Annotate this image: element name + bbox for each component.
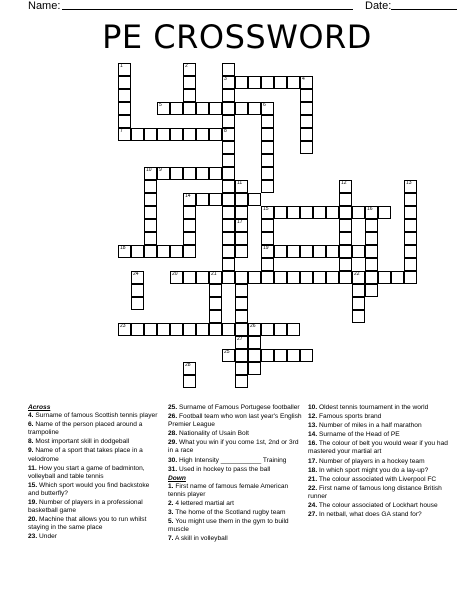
- cell-number: 25: [224, 349, 230, 355]
- crossword-cell[interactable]: [235, 271, 248, 284]
- crossword-cell[interactable]: [339, 219, 352, 232]
- crossword-cell[interactable]: [352, 310, 365, 323]
- crossword-cell[interactable]: [261, 349, 274, 362]
- clue-item: 12. Famous sports brand: [308, 413, 382, 421]
- across-heading: Across: [28, 404, 51, 411]
- crossword-cell[interactable]: [222, 245, 235, 258]
- crossword-cell[interactable]: [222, 193, 235, 206]
- crossword-cell[interactable]: [118, 128, 131, 141]
- crossword-cell[interactable]: [287, 323, 300, 336]
- crossword-cell[interactable]: [352, 297, 365, 310]
- crossword-cell[interactable]: [326, 271, 339, 284]
- crossword-cell[interactable]: [365, 206, 378, 219]
- crossword-cell[interactable]: [235, 180, 248, 193]
- crossword-cell[interactable]: [196, 193, 209, 206]
- crossword-cell[interactable]: [339, 245, 352, 258]
- crossword-cell[interactable]: [300, 76, 313, 89]
- crossword-cell[interactable]: [300, 349, 313, 362]
- crossword-cell[interactable]: [144, 193, 157, 206]
- cell-number: 24: [133, 271, 139, 277]
- clue-item: 4. Surname of famous Scottish tennis player: [28, 412, 158, 420]
- crossword-cell[interactable]: [404, 258, 417, 271]
- crossword-cell[interactable]: [170, 271, 183, 284]
- crossword-cell[interactable]: [144, 232, 157, 245]
- crossword-cell[interactable]: [222, 206, 235, 219]
- clue-item: 5. You might use them in the gym to build muscle: [168, 518, 289, 534]
- crossword-cell[interactable]: [222, 323, 235, 336]
- crossword-cell[interactable]: [131, 271, 144, 284]
- crossword-cell[interactable]: [352, 245, 365, 258]
- clue-item: 26. Football team who won last year's English Premier League: [168, 413, 302, 429]
- crossword-cell[interactable]: [118, 89, 131, 102]
- crossword-cell[interactable]: [209, 167, 222, 180]
- crossword-cell[interactable]: [222, 219, 235, 232]
- crossword-cell[interactable]: [222, 154, 235, 167]
- clue-item: 2. 4 lettered martial art: [168, 500, 234, 508]
- crossword-cell[interactable]: [118, 323, 131, 336]
- clue-item: 9. Name of a sport that takes place in a velodrome: [28, 447, 143, 463]
- crossword-cell[interactable]: [144, 167, 157, 180]
- crossword-cell[interactable]: [261, 76, 274, 89]
- cell-number: 9: [159, 167, 162, 173]
- crossword-cell[interactable]: [365, 258, 378, 271]
- crossword-cell[interactable]: [339, 258, 352, 271]
- clue-item: 13. Number of miles in a half marathon: [308, 422, 422, 430]
- crossword-cell[interactable]: [274, 349, 287, 362]
- cell-number: 15: [263, 206, 269, 212]
- crossword-cell[interactable]: [157, 128, 170, 141]
- crossword-cell[interactable]: [183, 76, 196, 89]
- clue-item: 25. Surname of Famous Portugese footballer: [168, 404, 300, 411]
- crossword-cell[interactable]: [170, 323, 183, 336]
- crossword-cell[interactable]: [261, 141, 274, 154]
- cell-number: 11: [237, 180, 243, 186]
- crossword-cell[interactable]: [222, 63, 235, 76]
- crossword-cell[interactable]: [183, 193, 196, 206]
- clue-item: 6. Name of the person placed around a trampoline: [28, 421, 143, 437]
- cell-number: 2: [185, 63, 188, 69]
- clue-item: 31. Used in hockey to pass the ball: [168, 465, 271, 473]
- clue-item: 14. Surname of the Head of PE: [308, 431, 400, 439]
- cell-number: 21: [211, 271, 217, 277]
- crossword-cell[interactable]: [248, 76, 261, 89]
- cell-number: 8: [224, 128, 227, 134]
- crossword-cell[interactable]: [183, 102, 196, 115]
- crossword-cell[interactable]: [404, 206, 417, 219]
- cell-number: 6: [263, 102, 266, 108]
- crossword-cell[interactable]: [183, 323, 196, 336]
- crossword-cell[interactable]: [209, 284, 222, 297]
- crossword-cell[interactable]: [196, 271, 209, 284]
- crossword-cell[interactable]: [131, 128, 144, 141]
- crossword-cell[interactable]: [313, 206, 326, 219]
- crossword-cell[interactable]: [144, 323, 157, 336]
- crossword-cell[interactable]: [365, 271, 378, 284]
- crossword-cell[interactable]: [157, 167, 170, 180]
- crossword-cell[interactable]: [365, 219, 378, 232]
- crossword-cell[interactable]: [183, 219, 196, 232]
- cell-number: 14: [185, 193, 191, 199]
- crossword-cell[interactable]: [222, 271, 235, 284]
- cell-number: 17: [237, 219, 243, 225]
- crossword-cell[interactable]: [118, 245, 131, 258]
- clue-item: 16. The colour of belt you would wear if you had mastered your martial art: [308, 440, 448, 456]
- crossword-cell[interactable]: [365, 284, 378, 297]
- crossword-cell[interactable]: [274, 271, 287, 284]
- cell-number: 27: [237, 336, 243, 342]
- crossword-cell[interactable]: [287, 76, 300, 89]
- crossword-cell[interactable]: [235, 193, 248, 206]
- cell-number: 7: [120, 128, 123, 134]
- crossword-cell[interactable]: [144, 206, 157, 219]
- clue-item: 17. Number of players in a hockey team: [308, 457, 425, 465]
- cell-number: 22: [354, 271, 360, 277]
- crossword-cell[interactable]: [170, 245, 183, 258]
- crossword-cell[interactable]: [235, 336, 248, 349]
- crossword-cell[interactable]: [339, 206, 352, 219]
- crossword-cell[interactable]: [118, 115, 131, 128]
- crossword-cell[interactable]: [209, 297, 222, 310]
- crossword-cell[interactable]: [300, 115, 313, 128]
- crossword-cell[interactable]: [248, 362, 261, 375]
- date-label: Date:: [365, 0, 392, 12]
- crossword-cell[interactable]: [300, 271, 313, 284]
- crossword-cell[interactable]: [248, 336, 261, 349]
- crossword-cell[interactable]: [378, 206, 391, 219]
- crossword-cell[interactable]: [183, 128, 196, 141]
- crossword-cell[interactable]: [261, 115, 274, 128]
- crossword-cell[interactable]: [287, 206, 300, 219]
- clue-item: 10. Oldest tennis tournament in the world: [308, 404, 429, 411]
- crossword-cell[interactable]: [209, 310, 222, 323]
- crossword-cell[interactable]: [209, 271, 222, 284]
- cell-number: 20: [172, 271, 178, 277]
- crossword-cell[interactable]: [378, 271, 391, 284]
- crossword-cell[interactable]: [404, 232, 417, 245]
- cell-number: 26: [250, 323, 256, 329]
- crossword-cell[interactable]: [222, 141, 235, 154]
- crossword-cell[interactable]: [365, 245, 378, 258]
- cell-number: 1: [120, 63, 123, 69]
- crossword-cell[interactable]: [222, 128, 235, 141]
- crossword-cell[interactable]: [261, 102, 274, 115]
- clue-item: 22. First name of famous long distance British runner: [308, 484, 442, 500]
- crossword-cell[interactable]: [209, 323, 222, 336]
- crossword-cell[interactable]: [235, 102, 248, 115]
- crossword-cell[interactable]: [261, 245, 274, 258]
- clue-item: 19. Number of players in a professional basketball game: [28, 499, 143, 515]
- crossword-cell[interactable]: [248, 349, 261, 362]
- crossword-cell[interactable]: [183, 232, 196, 245]
- crossword-cell[interactable]: [222, 76, 235, 89]
- crossword-cell[interactable]: [183, 63, 196, 76]
- across-list-part1: [28, 412, 162, 541]
- crossword-cell[interactable]: [209, 193, 222, 206]
- crossword-cell[interactable]: [248, 323, 261, 336]
- cell-number: 10: [146, 167, 152, 173]
- clues-column-1: [28, 404, 162, 543]
- crossword-cell[interactable]: [183, 362, 196, 375]
- crossword-cell[interactable]: [300, 206, 313, 219]
- crossword-cell[interactable]: [222, 115, 235, 128]
- crossword-cell[interactable]: [300, 128, 313, 141]
- crossword-cell[interactable]: [235, 206, 248, 219]
- clue-item: 29. What you win if you come 1st, 2nd or 3rd in a race: [168, 439, 299, 455]
- crossword-cell[interactable]: [209, 128, 222, 141]
- crossword-cell[interactable]: [235, 310, 248, 323]
- crossword-cell[interactable]: [183, 375, 196, 388]
- crossword-cell[interactable]: [261, 271, 274, 284]
- crossword-cell[interactable]: [222, 102, 235, 115]
- clue-item: 1. First name of famous female American tennis player: [168, 482, 289, 498]
- crossword-cell[interactable]: [300, 89, 313, 102]
- cell-number: 3: [224, 76, 227, 82]
- crossword-cell[interactable]: [391, 271, 404, 284]
- crossword-cell[interactable]: [183, 89, 196, 102]
- crossword-cell[interactable]: [157, 102, 170, 115]
- cell-number: 5: [159, 102, 162, 108]
- crossword-cell[interactable]: [261, 323, 274, 336]
- crossword-cell[interactable]: [326, 245, 339, 258]
- clue-item: 7. A skill in volleyball: [168, 535, 228, 543]
- clue-item: 21. The colour associated with Liverpool FC: [308, 475, 437, 483]
- crossword-cell[interactable]: [235, 232, 248, 245]
- crossword-cell[interactable]: [261, 128, 274, 141]
- crossword-cell[interactable]: [339, 180, 352, 193]
- cell-number: 13: [406, 180, 412, 186]
- crossword-cell[interactable]: [222, 349, 235, 362]
- crossword-cell[interactable]: [196, 167, 209, 180]
- crossword-cell[interactable]: [170, 128, 183, 141]
- crossword-cell[interactable]: [261, 180, 274, 193]
- crossword-cell[interactable]: [170, 102, 183, 115]
- crossword-cell[interactable]: [313, 245, 326, 258]
- crossword-cell[interactable]: [183, 245, 196, 258]
- crossword-cell[interactable]: [339, 271, 352, 284]
- clue-item: 8. Most important skill in dodgeball: [28, 438, 130, 446]
- crossword-cell[interactable]: [300, 141, 313, 154]
- clue-item: 30. High Intensity ___________ Training: [168, 456, 287, 464]
- crossword-cell[interactable]: [352, 271, 365, 284]
- clue-item: 15. Which sport would you find backstoke and butterfly?: [28, 481, 150, 497]
- crossword-cell[interactable]: [300, 102, 313, 115]
- crossword-cell[interactable]: [352, 284, 365, 297]
- crossword-cell[interactable]: [235, 245, 248, 258]
- crossword-cell[interactable]: [287, 349, 300, 362]
- crossword-cell[interactable]: [339, 232, 352, 245]
- crossword-cell[interactable]: [196, 323, 209, 336]
- crossword-cell[interactable]: [261, 206, 274, 219]
- crossword-cell[interactable]: [157, 323, 170, 336]
- crossword-cell[interactable]: [261, 219, 274, 232]
- crossword-cell[interactable]: [144, 128, 157, 141]
- crossword-cell[interactable]: [222, 258, 235, 271]
- clue-item: 11. How you start a game of badminton, volleyball and table tennis: [28, 464, 145, 480]
- crossword-cell[interactable]: [118, 76, 131, 89]
- cell-number: 23: [120, 323, 126, 329]
- crossword-cell[interactable]: [235, 349, 248, 362]
- clues-column-3: [308, 404, 450, 520]
- crossword-cell[interactable]: [196, 102, 209, 115]
- crossword-cell[interactable]: [196, 128, 209, 141]
- crossword-cell[interactable]: [261, 258, 274, 271]
- crossword-cell[interactable]: [222, 180, 235, 193]
- crossword-cell[interactable]: [300, 245, 313, 258]
- page-title: PE CROSSWORD: [102, 18, 372, 56]
- crossword-cell[interactable]: [157, 245, 170, 258]
- crossword-cell[interactable]: [248, 193, 261, 206]
- crossword-cell[interactable]: [339, 193, 352, 206]
- crossword-cell[interactable]: [248, 271, 261, 284]
- cell-number: 16: [367, 206, 373, 212]
- clue-item: 27. In netball, what does GA stand for?: [308, 511, 422, 519]
- crossword-cell[interactable]: [365, 232, 378, 245]
- crossword-cell[interactable]: [131, 297, 144, 310]
- crossword-cell[interactable]: [261, 167, 274, 180]
- crossword-cell[interactable]: [131, 245, 144, 258]
- cell-number: 12: [341, 180, 347, 186]
- crossword-cell[interactable]: [235, 375, 248, 388]
- crossword-cell[interactable]: [235, 362, 248, 375]
- crossword-cell[interactable]: [235, 284, 248, 297]
- crossword-cell[interactable]: [404, 193, 417, 206]
- crossword-cell[interactable]: [248, 102, 261, 115]
- name-label: Name:: [28, 0, 61, 12]
- crossword-cell[interactable]: [170, 167, 183, 180]
- crossword-cell[interactable]: [404, 271, 417, 284]
- crossword-cell[interactable]: [404, 219, 417, 232]
- crossword-cell[interactable]: [222, 89, 235, 102]
- crossword-cell[interactable]: [222, 167, 235, 180]
- clue-item: 23. Under: [28, 533, 57, 541]
- crossword-cell[interactable]: [326, 206, 339, 219]
- clue-item: 24. The colour associated of Lockhart house: [308, 502, 438, 510]
- crossword-cell[interactable]: [144, 245, 157, 258]
- crossword-cell[interactable]: [274, 245, 287, 258]
- crossword-cell[interactable]: [274, 206, 287, 219]
- crossword-cell[interactable]: [274, 323, 287, 336]
- crossword-cell[interactable]: [287, 271, 300, 284]
- crossword-cell[interactable]: [287, 245, 300, 258]
- crossword-cell[interactable]: [144, 219, 157, 232]
- cell-number: 19: [263, 245, 269, 251]
- crossword-cell[interactable]: [118, 63, 131, 76]
- crossword-cell[interactable]: [235, 323, 248, 336]
- clue-item: 28. Nationality of Usain Bolt: [168, 430, 250, 438]
- clue-item: 3. The home of the Scotland rugby team: [168, 509, 286, 517]
- crossword-cell[interactable]: [131, 323, 144, 336]
- crossword-cell[interactable]: [118, 102, 131, 115]
- cell-number: 28: [185, 362, 191, 368]
- crossword-cell[interactable]: [274, 76, 287, 89]
- crossword-cell[interactable]: [183, 167, 196, 180]
- crossword-cell[interactable]: [144, 180, 157, 193]
- crossword-cell[interactable]: [209, 102, 222, 115]
- crossword-cell[interactable]: [183, 271, 196, 284]
- crossword-cell[interactable]: [404, 180, 417, 193]
- clues-column-2: [168, 404, 304, 545]
- cell-number: 4: [302, 76, 305, 82]
- clue-item: 18. In which sport might you do a lay-up?: [308, 466, 429, 474]
- crossword-cell[interactable]: [222, 232, 235, 245]
- clue-item: 20. Machine that allows you to run whilst staying in the same place: [28, 516, 147, 532]
- crossword-cell[interactable]: [235, 219, 248, 232]
- crossword-cell[interactable]: [235, 76, 248, 89]
- crossword-cell[interactable]: [261, 232, 274, 245]
- crossword-cell[interactable]: [183, 206, 196, 219]
- down-heading: Down: [168, 474, 186, 482]
- crossword-cell[interactable]: [404, 245, 417, 258]
- crossword-cell[interactable]: [235, 297, 248, 310]
- crossword-cell[interactable]: [131, 284, 144, 297]
- crossword-cell[interactable]: [261, 154, 274, 167]
- crossword-cell[interactable]: [313, 271, 326, 284]
- cell-number: 18: [120, 245, 126, 251]
- crossword-cell[interactable]: [352, 206, 365, 219]
